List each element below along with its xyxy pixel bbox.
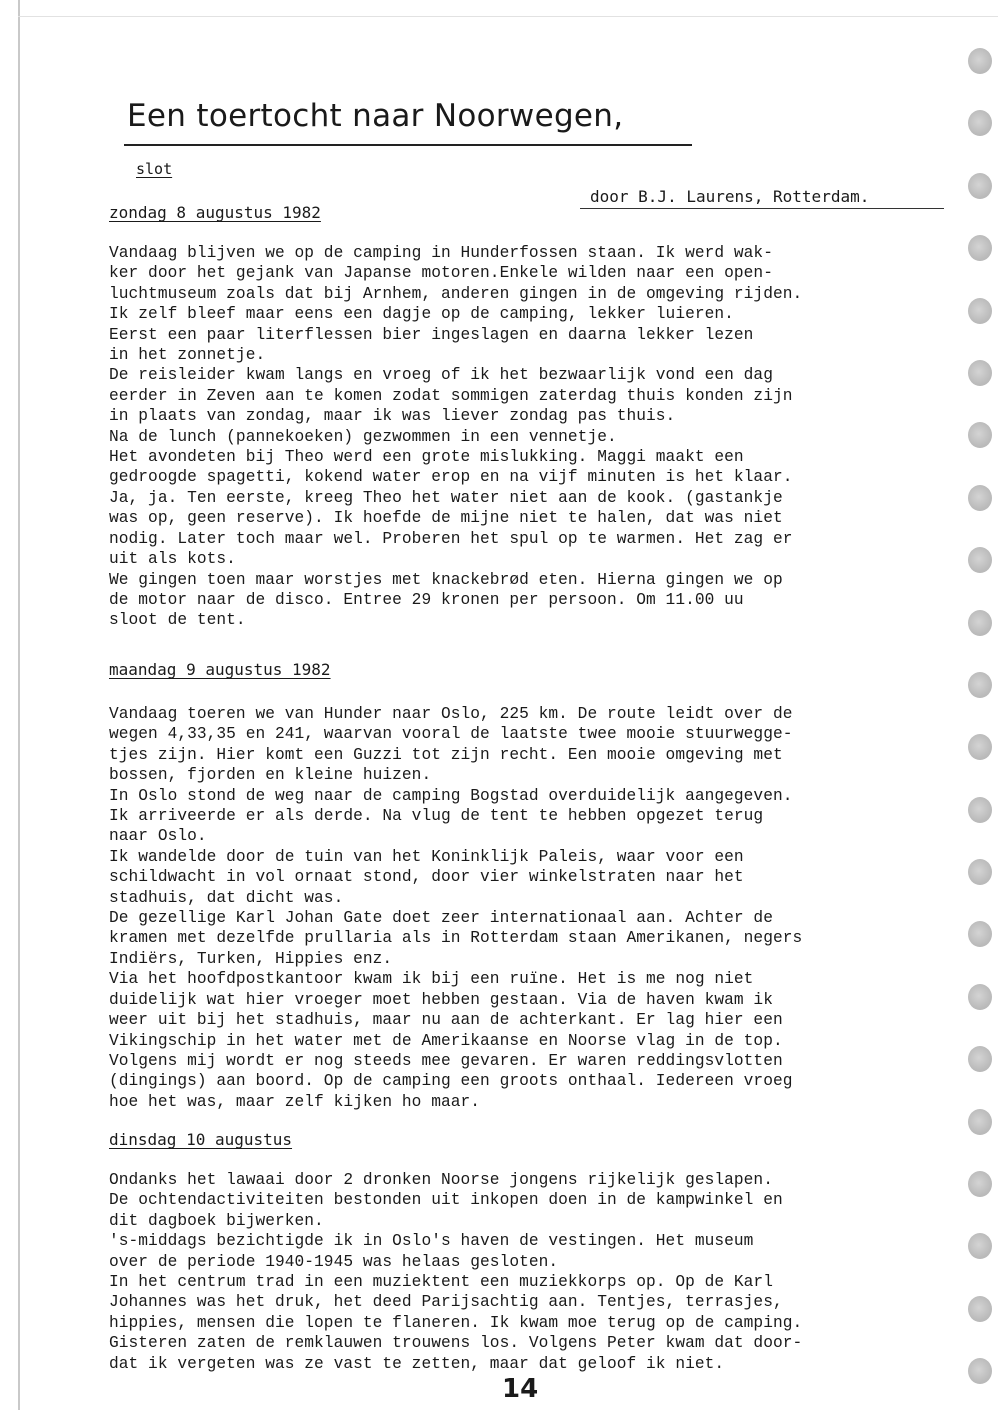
page-top-edge [18, 16, 998, 17]
section-body-text: Vandaag blijven we op de camping in Hunderfossen staan. Ik werd wak- ker door het gejank van Japanse motoren.Enkele wilden naar een open- luchtmuseum zoals dat bij Arnhem, anderen gingen in de omgeving rijden. Ik zelf bleef maar eens een dagje op de camping, lekker luieren. Eerst een paar literflessen bier ingeslagen en daarna lekker lezen in het zonnetje. De reisleider kwam langs en vroeg of ik het bezwaarlijk vond een dag eerder in Zeven aan te komen zodat sommigen zaterdag thuis konden zijn in plaats van zondag, maar ik was liever zondag pas thuis. Na de lunch (pannekoeken) gezwommen in een vennetje. Het avondeten bij Theo werd een grote mislukking. Maggi maakt een gedroogde spagetti, kokend water erop en na vijf minuten is het klaar. Ja, ja. Ten eerste, kreeg Theo het water niet aan de kook. (gastankje was op, geen reserve). Ik hoefde de mijne niet te halen, dat was niet nodig. Later toch maar wel. Proberen het spul op te warmen. Het zag er uit als kots. We gingen toen maar worstjes met knackebrød eten. Hierna gingen we op de motor naar de disco. Entree 29 kronen per persoon. Om 11.00 uu sloot de tent. [109, 244, 803, 630]
section-date-heading: zondag 8 augustus 1982 [109, 203, 321, 222]
punch-hole [968, 672, 992, 698]
punch-hole [968, 734, 992, 760]
article-subtitle: slot [136, 160, 173, 178]
binding-punch-holes [968, 48, 996, 1421]
punch-hole [968, 921, 992, 947]
punch-hole [968, 610, 992, 636]
punch-hole [968, 797, 992, 823]
punch-hole [968, 235, 992, 261]
punch-hole [968, 1109, 992, 1135]
punch-hole [968, 298, 992, 324]
punch-hole [968, 984, 992, 1010]
punch-hole [968, 859, 992, 885]
punch-hole [968, 173, 992, 199]
byline-underline [580, 208, 944, 209]
punch-hole [968, 1233, 992, 1259]
section-date-heading: dinsdag 10 augustus [109, 1130, 293, 1149]
punch-hole [968, 1296, 992, 1322]
title-underline [124, 144, 692, 146]
punch-hole [968, 48, 992, 74]
punch-hole [968, 1046, 992, 1072]
punch-hole [968, 422, 992, 448]
section-date-heading: maandag 9 augustus 1982 [109, 660, 331, 679]
punch-hole [968, 547, 992, 573]
section-body-text: Vandaag toeren we van Hunder naar Oslo, 225 km. De route leidt over de wegen 4,33,35 en 241, waarvan vooral de laatste twee mooie stuurwegge- tjes zijn. Hier komt een Guzzi tot zijn recht. Een mooie omgeving met bossen, fjorden en kleine huizen. In Oslo stond de weg naar de camping Bogstad overduidelijk aangegeven. Ik arriveerde er als derde. Na vlug de tent te hebben opgezet terug naar Oslo. Ik wandelde door de tuin van het Koninklijk Paleis, waar voor een schildwacht in vol ornaat stond, door vier winkelstraten naar het stadhuis, dat dicht was. De gezellige Karl Johan Gate doet zeer internationaal aan. Achter de kramen met dezelfde prullaria als in Rotterdam staan Amerikanen, negers Indiërs, Turken, Hippies enz. Via het hoofdpostkantoor kwam ik bij een ruïne. Het is me nog niet duidelijk wat hier vroeger moet hebben gestaan. Via de haven kwam ik weer uit bij het stadhuis, maar nu aan de achterkant. Er lag hier een Vikingschip in het water met de Amerikaanse en Noorse vlag in de top. Volgens mij wordt er nog steeds mee gevaren. Er waren reddingsvlotten (dingings) aan boord. Op de camping een groots onthaal. Iedereen vroeg hoe het was, maar zelf kijken ho maar. [109, 705, 803, 1111]
punch-hole [968, 110, 992, 136]
page-number: 14 [502, 1374, 539, 1404]
punch-hole [968, 360, 992, 386]
page-edge [18, 0, 20, 1410]
punch-hole [968, 1358, 992, 1384]
section-body-text: Ondanks het lawaai door 2 dronken Noorse jongens rijkelijk geslapen. De ochtendactiviteiten bestonden uit inkopen doen in de kampwinkel en dit dagboek bijwerken. 's-middags bezichtigde ik in Oslo's haven de vestingen. Het museum over de periode 1940-1945 was helaas gesloten. In het centrum trad in een muziektent een muziekkorps op. Op de Karl Johannes was het druk, het deed Parijsachtig aan. Tentjes, terrasjes, hippies, mensen die lopen te flaneren. Ik kwam moe terug op de camping. Gisteren zaten de remklauwen trouwens los. Volgens Peter kwam dat door- dat ik vergeten was ze vast te zetten, maar dat geloof ik niet. [109, 1171, 803, 1373]
article-byline: door B.J. Laurens, Rotterdam. [590, 187, 870, 206]
punch-hole [968, 485, 992, 511]
article-title: Een toertocht naar Noorwegen, [127, 98, 624, 134]
punch-hole [968, 1171, 992, 1197]
